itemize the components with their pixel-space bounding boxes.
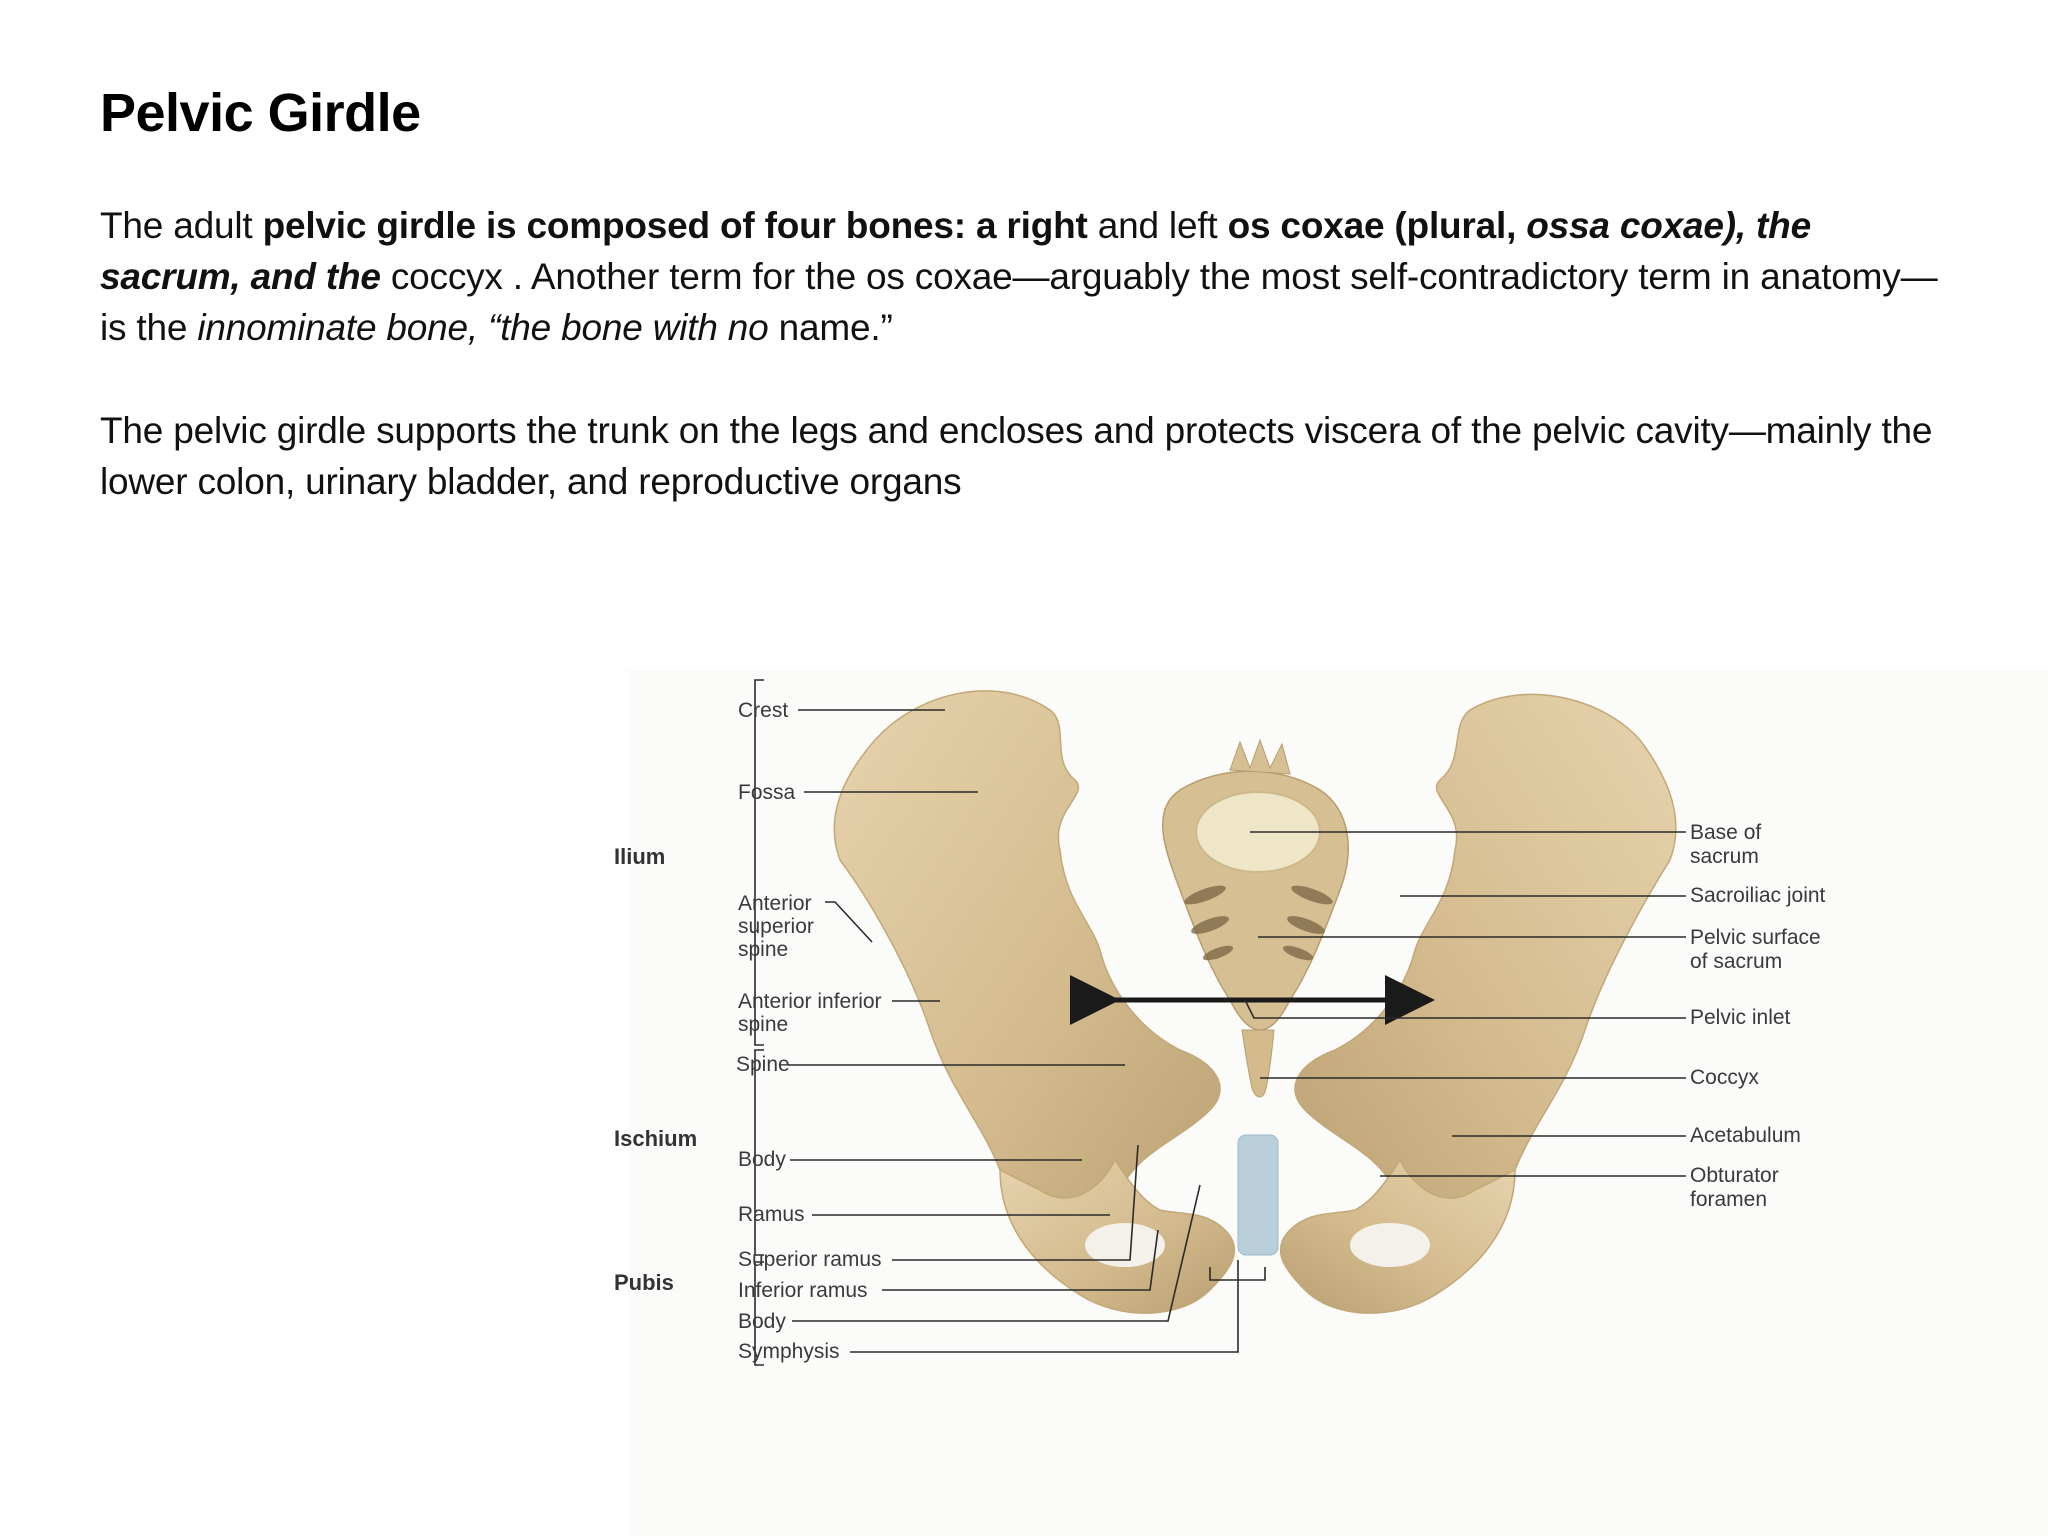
group-label-ischium: Ischium	[614, 1126, 698, 1151]
label-sacroiliac-joint: Sacroiliac joint	[1690, 884, 1826, 907]
bold-run: os coxae (plural,	[1227, 205, 1527, 246]
label-obturator-foramen-2: foramen	[1690, 1188, 1768, 1211]
label-fossa: Fossa	[738, 781, 796, 804]
paragraph-composition	[100, 200, 1950, 353]
label-acetabulum: Acetabulum	[1690, 1124, 1801, 1147]
label-obturator-foramen-1: Obturator	[1690, 1164, 1779, 1187]
text-run: and left	[1087, 205, 1228, 246]
right-obturator-foramen	[1350, 1223, 1430, 1267]
label-pelvic-surface-1: Pelvic surface	[1690, 926, 1821, 949]
label-ramus: Ramus	[738, 1203, 805, 1226]
pelvis-illustration	[614, 670, 2048, 1536]
label-spine: Spine	[736, 1053, 790, 1076]
label-base-of-sacrum-1: Base of	[1690, 821, 1762, 844]
pubic-symphysis-cartilage	[1238, 1135, 1278, 1255]
label-anterior-inferior-spine-2: spine	[738, 1013, 789, 1036]
group-label-pubis: Pubis	[614, 1270, 674, 1295]
italic-run: innominate bone, “the bone with no	[197, 307, 769, 348]
label-anterior-inferior-spine-1: Anterior inferior	[738, 990, 882, 1013]
label-coccyx: Coccyx	[1690, 1066, 1759, 1089]
label-anterior-superior-spine-1: Anterior	[738, 892, 812, 915]
label-pelvic-surface-2: of sacrum	[1690, 950, 1783, 973]
label-crest: Crest	[738, 699, 789, 722]
label-inferior-ramus: Inferior ramus	[738, 1279, 868, 1302]
label-pelvic-inlet: Pelvic inlet	[1690, 1006, 1791, 1029]
bold-run: pelvic girdle is composed of four bones: a right	[262, 205, 1088, 246]
text-run: The adult	[100, 205, 263, 246]
sacral-spinous-processes	[1230, 740, 1290, 774]
label-superior-ramus: Superior ramus	[738, 1248, 882, 1271]
paragraph-function: The pelvic girdle supports the trunk on the legs and encloses and protects viscera of the pelvic cavity—mainly the lower colon, urinary bladder, and reproductive organs	[100, 410, 1933, 502]
label-base-of-sacrum-2: sacrum	[1690, 845, 1759, 868]
label-pubis-body: Body	[738, 1310, 786, 1333]
group-label-ilium: Ilium	[614, 844, 666, 869]
label-ischium-body: Body	[738, 1148, 786, 1171]
bold-italic-text: ossa coxae), the sacrum, and the	[100, 205, 1811, 297]
label-anterior-superior-spine-2: superior	[738, 915, 814, 938]
label-symphysis: Symphysis	[738, 1340, 840, 1363]
slide-title: Pelvic Girdle	[100, 83, 421, 143]
text-run: coccyx . Another term for the os coxae—arguably the most self-contradictory term in anatomy—is the	[100, 256, 1938, 348]
label-anterior-superior-spine-3: spine	[738, 938, 789, 961]
pelvic-girdle-figure	[614, 670, 2048, 1536]
text-run: name.”	[768, 307, 893, 348]
